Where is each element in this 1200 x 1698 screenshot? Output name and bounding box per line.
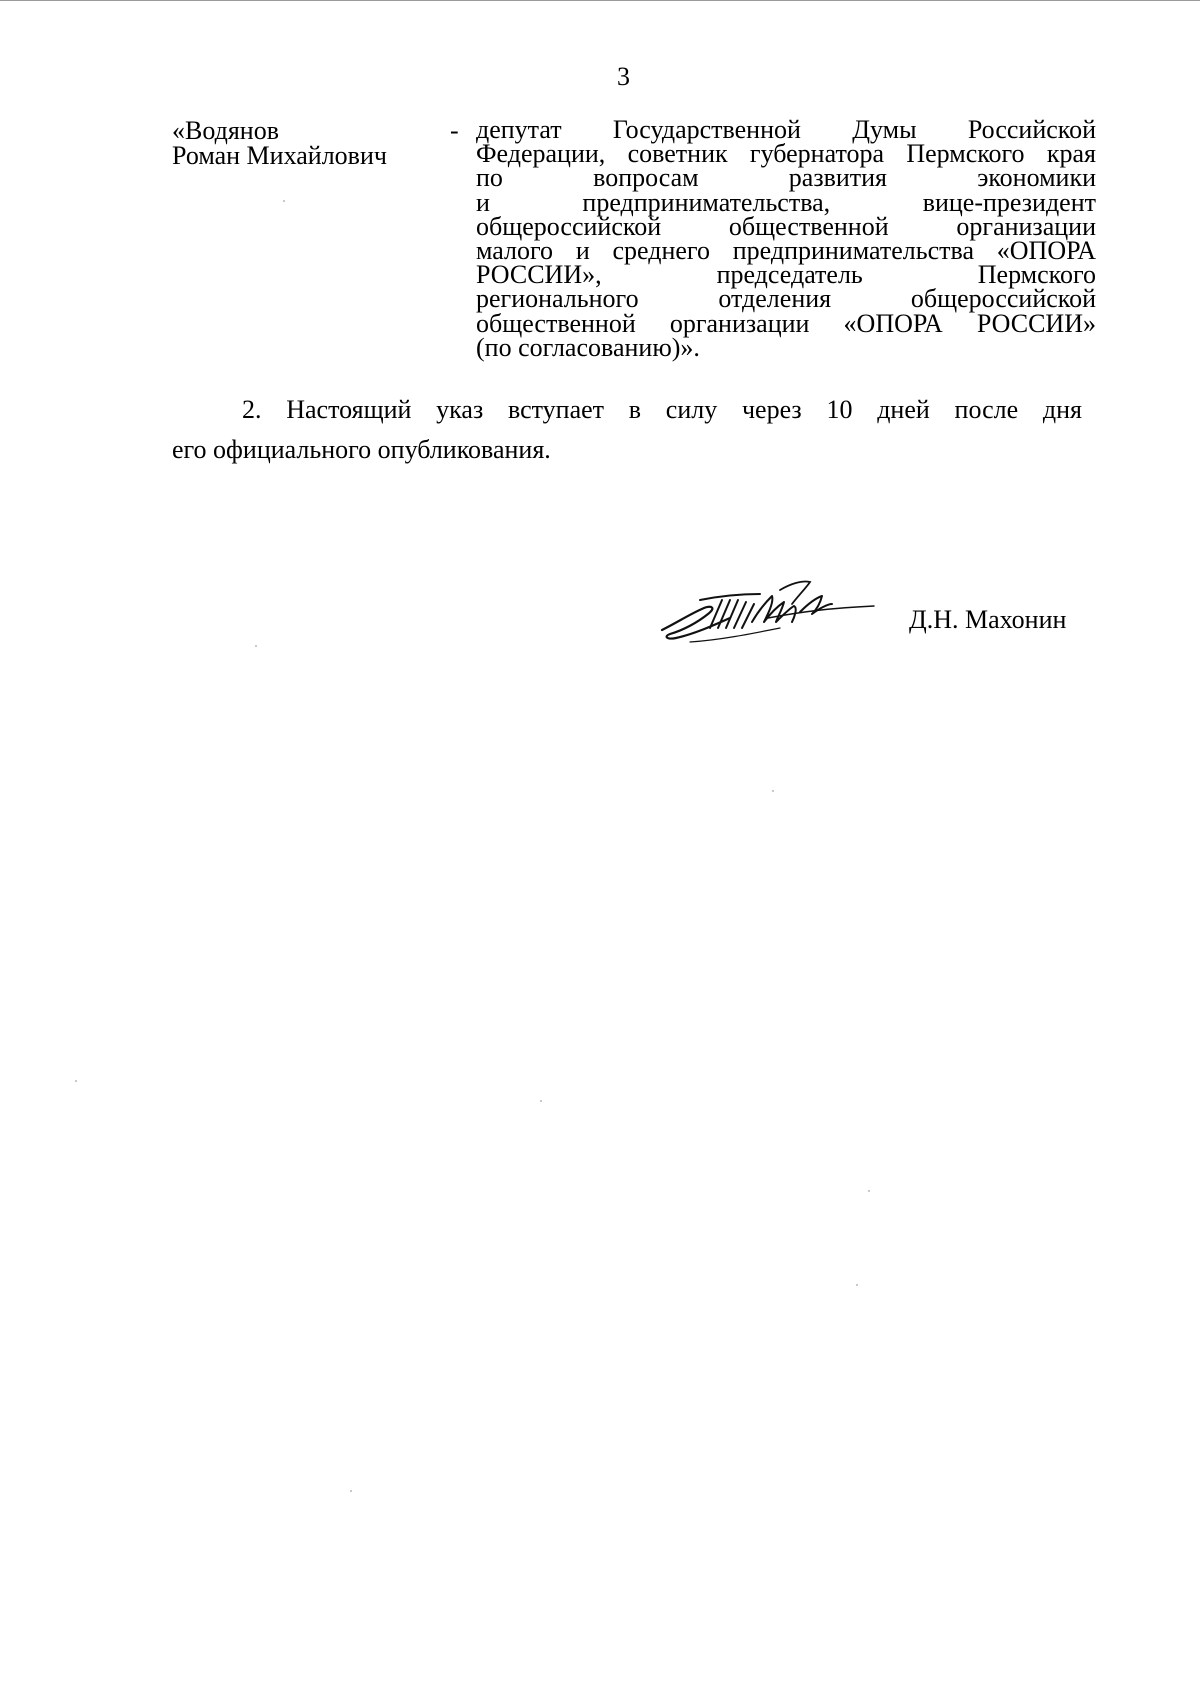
- description-line: (по согласованию)».: [476, 332, 700, 362]
- scan-speck: [868, 1190, 870, 1192]
- appointee-name: «Водянов Роман Михайлович: [172, 116, 387, 170]
- page-number: 3: [617, 62, 630, 91]
- scan-speck: [75, 1080, 77, 1082]
- scan-speck: [350, 1490, 352, 1492]
- scan-speck: [283, 200, 285, 202]
- signatory-name: Д.Н. Махонин: [909, 605, 1067, 634]
- description-line: по вопросам развития экономики: [476, 163, 1096, 193]
- scan-edge-line: [0, 0, 1200, 1]
- description-line: регионального отделения общероссийской: [476, 284, 1096, 314]
- scan-speck: [540, 1100, 542, 1102]
- description-line: малого и среднего предпринимательства «ОПОРА: [476, 235, 1096, 265]
- handwritten-signature: [660, 578, 875, 648]
- description-line: общественной организации «ОПОРА РОССИИ»: [476, 308, 1096, 338]
- clause-2-line-1: 2. Настоящий указ вступает в силу через 10 дней после дня: [242, 395, 1082, 424]
- scan-speck: [255, 645, 257, 647]
- appointee-description: [476, 115, 1096, 362]
- clause-2-line-2: его официального опубликования.: [172, 435, 551, 464]
- scan-speck: [856, 1284, 858, 1286]
- scan-speck: [772, 790, 774, 792]
- appointee-dash: -: [450, 116, 459, 145]
- description-line: Федерации, советник губернатора Пермского края: [476, 139, 1096, 169]
- description-line: депутат Государственной Думы Российской: [476, 115, 1096, 144]
- description-line: и предпринимательства, вице-президент: [476, 187, 1096, 217]
- description-line: общероссийской общественной организации: [476, 211, 1096, 241]
- description-line: РОССИИ», председатель Пермского: [476, 260, 1096, 290]
- clause-2: [172, 390, 1082, 470]
